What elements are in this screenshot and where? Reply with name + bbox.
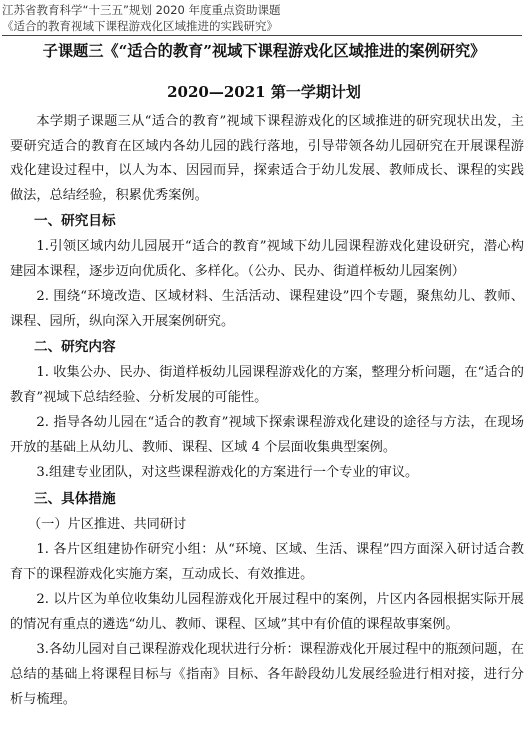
subsection-heading-1: （一）片区推进、共同研讨 <box>28 516 187 532</box>
goal-item-2: 2. 围绕“环境改造、区域材料、生活活动、课程建设”四个专题，聚焦幼儿、教师、课程、园所，纵向深入开展案例研究。 <box>10 289 524 329</box>
document-title: 子课题三《“适合的教育”视域下课程游戏化区域推进的案例研究》 <box>42 42 486 60</box>
section-heading-goals: 一、研究目标 <box>34 213 116 230</box>
document-subtitle: 2020—2021 第一学期计划 <box>167 83 361 101</box>
goal-item-1: 1.引领区域内幼儿园展开“适合的教育”视域下幼儿园课程游戏化建设研究，潜心构建园本课程，逐步迈向优质化、多样化。（公办、民办、街道样板幼儿园案例） <box>10 238 524 279</box>
measure-item-3: 3.各幼儿园对自己课程游戏化现状进行分析：课程游戏化开展过程中的瓶颈问题，在总结的基础上将课程目标与《指南》目标、各年龄段幼儿发展经验进行相对接，进行分析与梳理。 <box>10 642 524 707</box>
measure-item-2: 2. 以片区为单位收集幼儿园程游戏化开展过程中的案例，片区内各园根据实际开展的情况有重点的遴选“幼儿、教师、课程、区域”其中有价值的课程故事案例。 <box>10 592 524 632</box>
content-item-3: 3.组建专业团队，对这些课程游戏化的方案进行一个专业的审议。 <box>36 465 419 481</box>
header-line-2: 《适合的教育视域下课程游戏化区域推进的实践研究》 <box>2 19 278 33</box>
page-header <box>2 2 522 36</box>
intro-paragraph: 本学期子课题三从“适合的教育”视域下课程游戏化的区域推进的研究现状出发，主要研究适合的教育在区域内各幼儿园的践行落地，引导带领各幼儿园研究在开展课程游戏化建设过程中，以人为本、因园而异，探索适合于幼儿发展、教师成长、课程的实践做法，总结经验，积累优秀案例。 <box>10 114 524 203</box>
measure-item-1: 1. 各片区组建协作研究小组：从“环境、区域、生活、课程”四方面深入研讨适合教育下的课程游戏化实施方案，互动成长、有效推进。 <box>10 542 524 582</box>
content-item-2: 2. 指导各幼儿园在“适合的教育”视域下探索课程游戏化建设的途径与方法，在现场开放的基础上从幼儿、教师、课程、区域 4 个层面收集典型案例。 <box>10 415 524 455</box>
header-line-1: 江苏省教育科学“十三五”规划 2020 年度重点资助课题 <box>2 3 281 17</box>
content-item-1: 1. 收集公办、民办、街道样板幼儿园课程游戏化的方案，整理分析问题，在“适合的教育”视域下总结经验、分析发展的可能性。 <box>10 364 524 405</box>
section-heading-content: 二、研究内容 <box>34 339 116 356</box>
document-body <box>10 110 524 713</box>
section-heading-measures: 三、具体措施 <box>34 490 116 507</box>
